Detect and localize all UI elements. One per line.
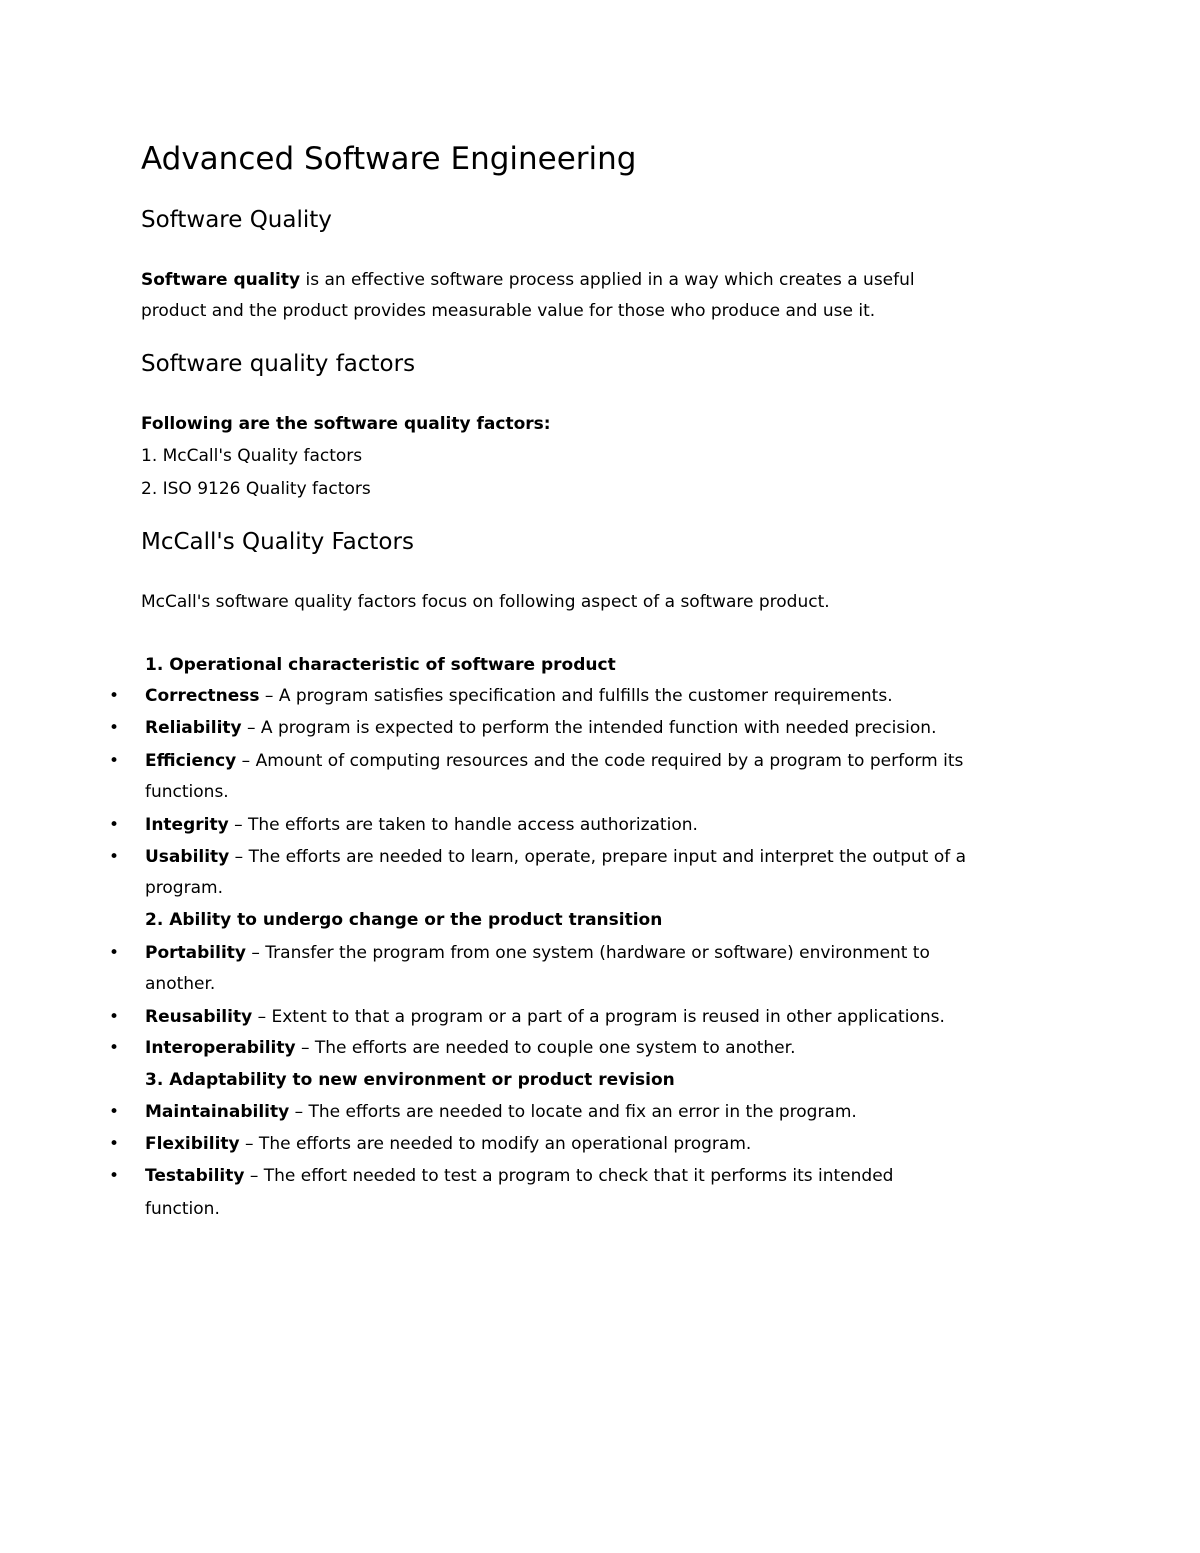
list-item-continuation: function. xyxy=(145,1199,220,1219)
factor-term: Reliability xyxy=(145,718,242,738)
factors-intro-text: Following are the software quality factors: xyxy=(141,414,551,434)
bullet-icon: • xyxy=(109,1166,120,1186)
bullet-icon: • xyxy=(109,1007,120,1027)
factors-list-item: 1. McCall's Quality factors xyxy=(141,446,363,466)
list-item xyxy=(145,716,936,740)
factors-list-item: 2. ISO 9126 Quality factors xyxy=(141,479,371,499)
factor-term: Usability xyxy=(145,847,230,867)
bullet-icon: • xyxy=(109,686,120,706)
bullet-icon: • xyxy=(109,943,120,963)
factors-intro xyxy=(141,412,551,436)
factor-term: Efficiency xyxy=(145,751,237,771)
group-title xyxy=(145,1068,675,1092)
factor-term: Portability xyxy=(145,943,246,963)
list-item xyxy=(145,941,930,965)
document-title: Advanced Software Engineering xyxy=(141,141,637,177)
mccall-intro: McCall's software quality factors focus on following aspect of a software product. xyxy=(141,592,830,612)
list-item xyxy=(145,845,966,869)
list-item xyxy=(145,1005,945,1029)
factor-desc: – Transfer the program from one system (hardware or software) environment to xyxy=(245,943,930,963)
factor-term: Integrity xyxy=(145,815,229,835)
list-item xyxy=(145,813,698,837)
factor-term: Testability xyxy=(145,1166,245,1186)
heading-software-quality: Software Quality xyxy=(141,207,332,233)
bullet-icon: • xyxy=(109,1134,120,1154)
bullet-icon: • xyxy=(109,815,120,835)
factor-desc: – The efforts are needed to couple one system to another. xyxy=(295,1038,796,1058)
quality-definition-line-1 xyxy=(141,268,915,292)
list-item xyxy=(145,1164,893,1188)
bullet-icon: • xyxy=(109,718,120,738)
factor-desc: – The efforts are needed to learn, operate, prepare input and interpret the output of a xyxy=(229,847,967,867)
heading-mccall-factors: McCall's Quality Factors xyxy=(141,529,414,555)
heading-quality-factors: Software quality factors xyxy=(141,351,416,377)
list-item xyxy=(145,1100,857,1124)
list-item-continuation: functions. xyxy=(145,782,229,802)
quality-definition-text: is an effective software process applied in a way which creates a useful xyxy=(300,270,915,290)
factor-desc: – A program is expected to perform the intended function with needed precision. xyxy=(241,718,937,738)
group-title-text: 2. Ability to undergo change or the product transition xyxy=(145,910,663,930)
factor-term: Reusability xyxy=(145,1007,253,1027)
group-title xyxy=(145,653,616,677)
factor-desc: – A program satisfies specification and fulfills the customer requirements. xyxy=(259,686,893,706)
group-title-text: 3. Adaptability to new environment or product revision xyxy=(145,1070,675,1090)
quality-definition-line-2: product and the product provides measurable value for those who produce and use it. xyxy=(141,301,876,321)
factor-desc: – Extent to that a program or a part of a program is reused in other applications. xyxy=(252,1007,945,1027)
bullet-icon: • xyxy=(109,847,120,867)
factor-term: Flexibility xyxy=(145,1134,240,1154)
factor-term: Correctness xyxy=(145,686,260,706)
list-item xyxy=(145,1132,751,1156)
list-item-continuation: another. xyxy=(145,974,216,994)
quality-term: Software quality xyxy=(141,270,301,290)
factor-desc: – The efforts are taken to handle access authorization. xyxy=(228,815,698,835)
bullet-icon: • xyxy=(109,1102,120,1122)
factor-desc: – The effort needed to test a program to check that it performs its intended xyxy=(244,1166,894,1186)
group-title-text: 1. Operational characteristic of software product xyxy=(145,655,616,675)
factor-desc: – The efforts are needed to modify an operational program. xyxy=(239,1134,752,1154)
group-title xyxy=(145,908,662,932)
factor-desc: – The efforts are needed to locate and fix an error in the program. xyxy=(289,1102,857,1122)
bullet-icon: • xyxy=(109,1038,120,1058)
list-item xyxy=(145,1036,795,1060)
factor-desc: – Amount of computing resources and the code required by a program to perform its xyxy=(236,751,964,771)
factor-term: Maintainability xyxy=(145,1102,290,1122)
list-item xyxy=(145,749,963,773)
list-item-continuation: program. xyxy=(145,878,223,898)
bullet-icon: • xyxy=(109,751,120,771)
list-item xyxy=(145,684,893,708)
factor-term: Interoperability xyxy=(145,1038,296,1058)
